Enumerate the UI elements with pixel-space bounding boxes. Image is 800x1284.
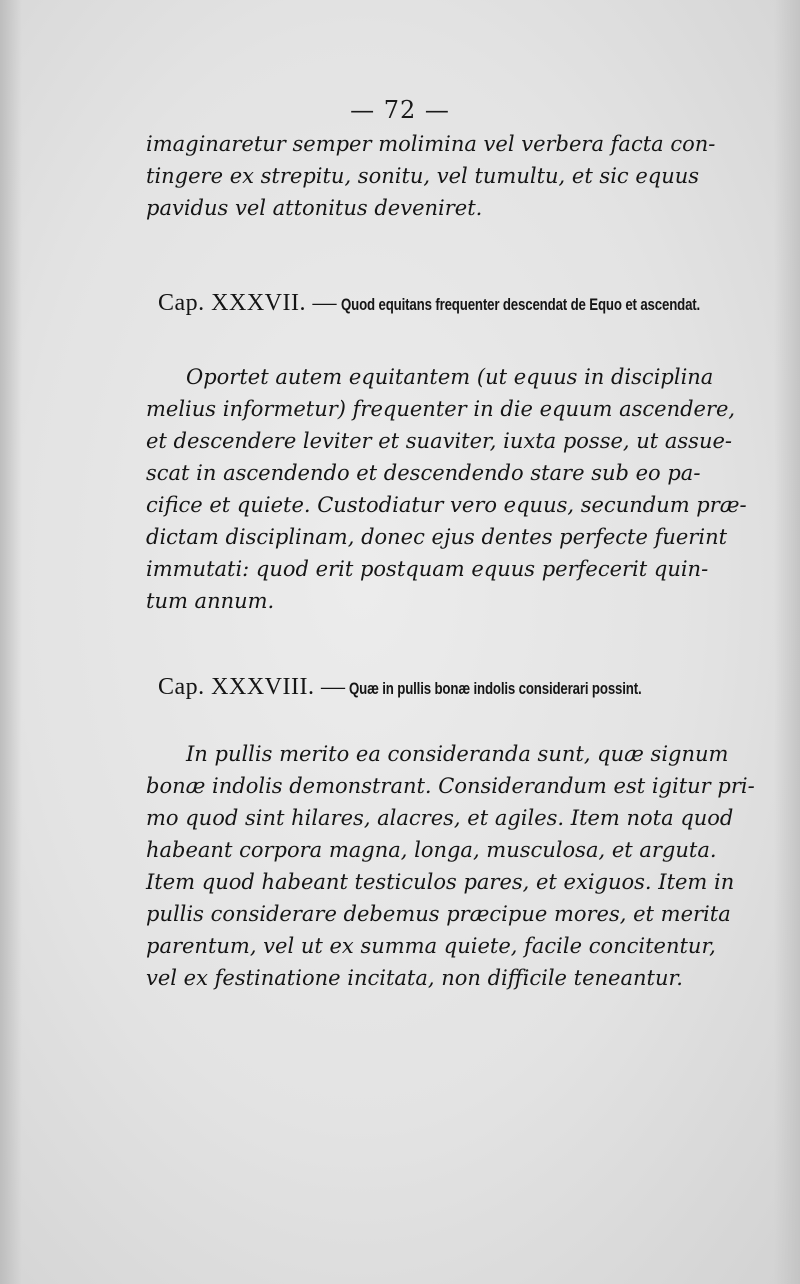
chapter-number: Cap. XXXVII. — [158, 290, 337, 316]
text-line: tum annum. [146, 589, 275, 613]
text-line: scat in ascendendo et descendendo stare sub eo pa- [146, 461, 701, 485]
text-line: Item quod habeant testiculos pares, et exiguos. Item in [146, 870, 735, 894]
text-line: immutati: quod erit postquam equus perfecerit quin- [146, 557, 709, 581]
page-number: — 72 — [350, 96, 450, 124]
text-line: pavidus vel attonitus deveniret. [146, 196, 483, 220]
chapter-title: Quod equitans frequenter descendat de Equo et ascendat. [340, 295, 701, 314]
text-line: melius informetur) frequenter in die equum ascendere, [146, 397, 736, 421]
text-line: Oportet autem equitantem (ut equus in disciplina [186, 365, 714, 389]
text-line: habeant corpora magna, longa, musculosa, et arguta. [146, 838, 717, 862]
chapter-paragraph [146, 738, 755, 994]
text-line: parentum, vel ut ex summa quiete, facile concitentur, [146, 934, 716, 958]
text-line: vel ex festinatione incitata, non difficile teneantur. [146, 966, 683, 990]
paragraph-continuation [146, 128, 716, 224]
chapter-paragraph [146, 361, 747, 617]
text-line: bonæ indolis demonstrant. Considerandum est igitur pri- [146, 774, 755, 798]
text-line: et descendere leviter et suaviter, iuxta posse, ut assue- [146, 429, 733, 453]
text-line: dictam disciplinam, donec ejus dentes perfecte fuerint [146, 525, 728, 549]
text-line: pullis considerare debemus præcipue mores, et merita [146, 902, 731, 926]
chapter-number: Cap. XXXVIII. — [158, 674, 346, 700]
chapter-heading [158, 674, 725, 701]
text-line: cifice et quiete. Custodiatur vero equus, secundum præ- [146, 493, 747, 517]
text-line: imaginaretur semper molimina vel verbera facta con- [146, 132, 716, 156]
text-line: tingere ex strepitu, sonitu, vel tumultu, et sic equus [146, 164, 700, 188]
chapter-heading [158, 290, 800, 317]
text-line: In pullis merito ea consideranda sunt, quæ signum [186, 742, 729, 766]
text-line: mo quod sint hilares, alacres, et agiles. Item nota quod [146, 806, 734, 830]
chapter-title: Quæ in pullis bonæ indolis considerari possint. [349, 679, 642, 698]
